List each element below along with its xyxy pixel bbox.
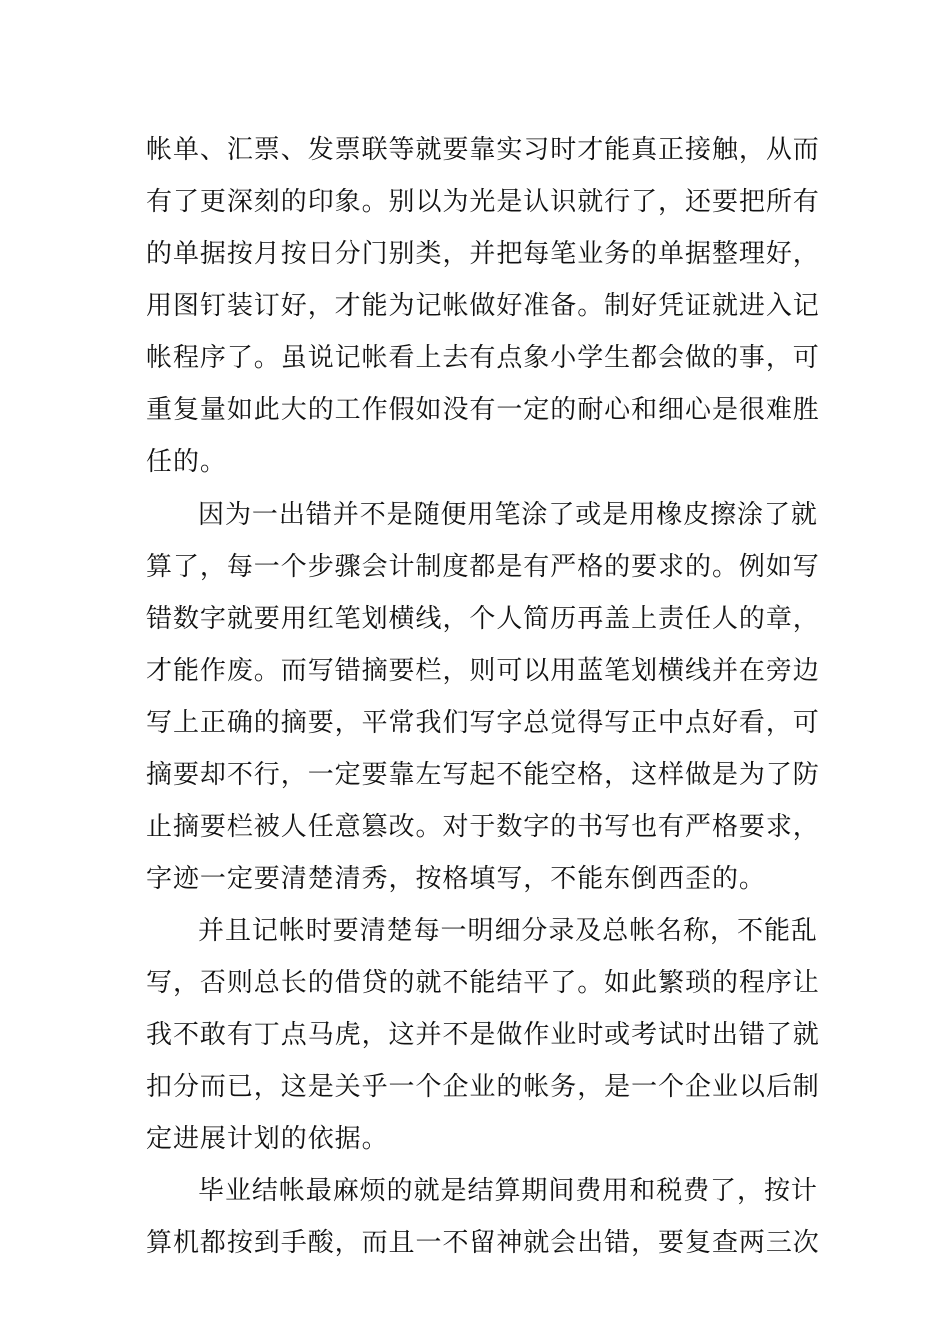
text-line: 止摘要栏被人任意篡改。对于数字的书写也有严格要求， [146,812,820,842]
text-line: 算机都按到手酸，而且一不留神就会出错，要复查两三次 [146,1228,820,1258]
text-line: 字迹一定要清楚清秀，按格填写，不能东倒西歪的。 [146,864,766,894]
text-line: 错数字就要用红笔划横线，个人简历再盖上责任人的章， [146,604,820,634]
text-line: 才能作废。而写错摘要栏，则可以用蓝笔划横线并在旁边 [146,656,820,686]
text-line: 用图钉装订好，才能为记帐做好准备。制好凭证就进入记 [146,291,820,321]
text-line: 重复量如此大的工作假如没有一定的耐心和细心是很难胜 [146,395,820,425]
paragraph-first-line: 并且记帐时要清楚每一明细分录及总帐名称，不能乱 [198,916,818,946]
text-line: 的单据按月按日分门别类，并把每笔业务的单据整理好， [146,239,820,269]
text-line: 摘要却不行，一定要靠左写起不能空格，这样做是为了防 [146,760,820,790]
text-line: 我不敢有丁点马虎，这并不是做作业时或考试时出错了就 [146,1020,820,1050]
text-line: 任的。 [146,447,227,477]
text-line: 算了，每一个步骤会计制度都是有严格的要求的。例如写 [146,552,820,582]
text-line: 写，否则总长的借贷的就不能结平了。如此繁琐的程序让 [146,968,820,998]
text-line: 帐程序了。虽说记帐看上去有点象小学生都会做的事，可 [146,343,820,373]
text-line: 定进展计划的依据。 [146,1124,389,1154]
text-line: 写上正确的摘要，平常我们写字总觉得写正中点好看，可 [146,708,820,738]
paragraph-first-line: 因为一出错并不是随便用笔涂了或是用橡皮擦涂了就 [198,500,818,530]
text-line: 扣分而已，这是关乎一个企业的帐务，是一个企业以后制 [146,1072,820,1102]
text-line: 帐单、汇票、发票联等就要靠实习时才能真正接触，从而 [146,135,820,165]
paragraph-first-line: 毕业结帐最麻烦的就是结算期间费用和税费了，按计 [198,1176,818,1206]
text-line: 有了更深刻的印象。别以为光是认识就行了，还要把所有 [146,187,820,217]
